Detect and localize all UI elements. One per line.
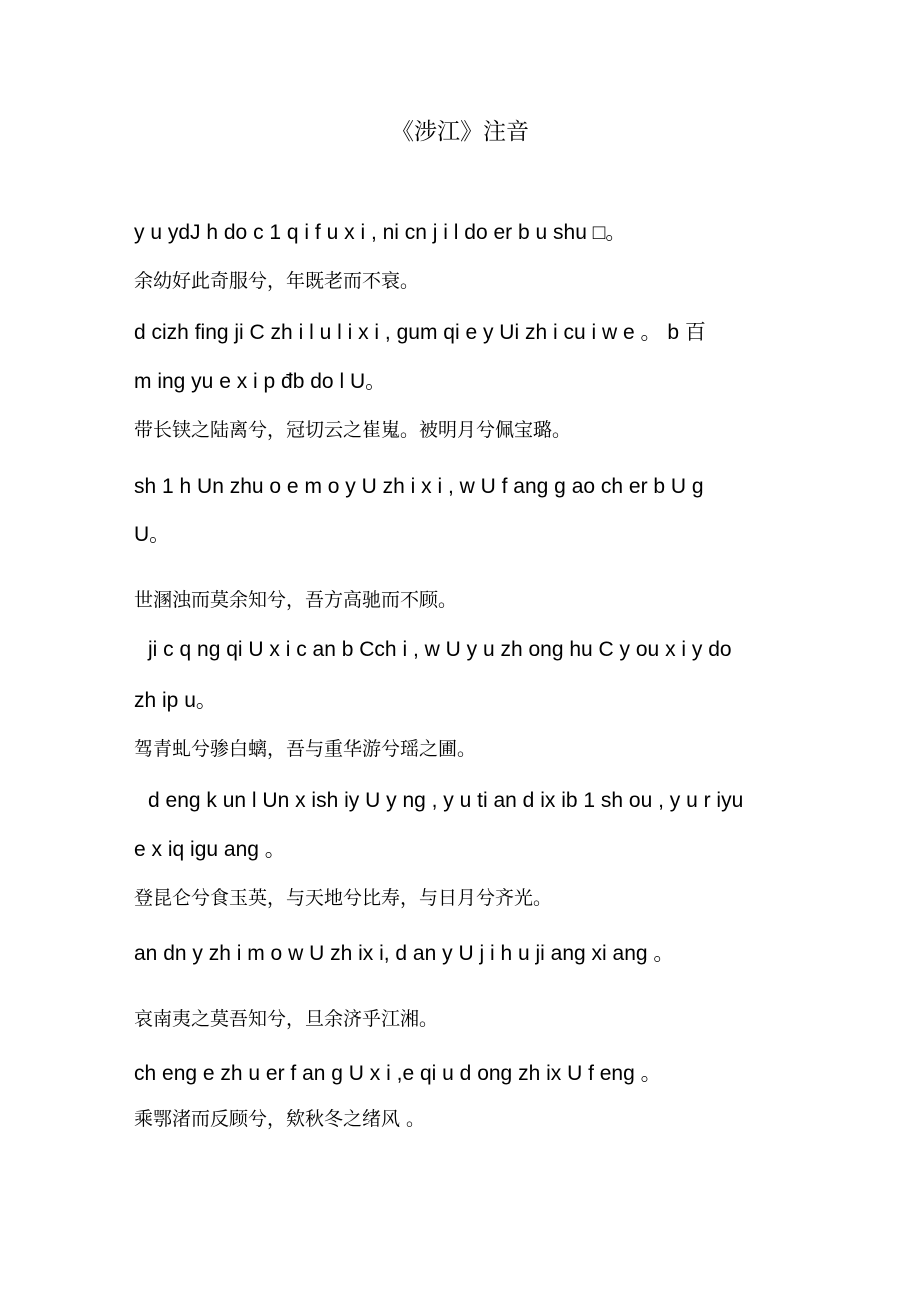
- hanzi-line-6: 哀南夷之莫吾知兮，旦余济乎江湘。: [134, 1008, 439, 1030]
- pinyin-line-7: zh ip u。: [134, 689, 217, 712]
- pinyin-line-2: d cizh fing ji C zh i l u l i x i , gum qi e y Ui zh i cu i w e 。 b 百: [134, 321, 706, 344]
- pinyin-line-9: e x iq igu ang 。: [134, 838, 286, 861]
- pinyin-line-8: d eng k un l Un x ish iy U y ng , y u ti an d ix ib 1 sh ou , y u r iyu: [148, 789, 744, 812]
- hanzi-line-2: 带长铗之陆离兮，冠切云之崔嵬。被明月兮佩宝璐。: [134, 419, 572, 441]
- pinyin-line-3: m ing yu e x i p đb do l U。: [134, 370, 387, 393]
- hanzi-line-7: 乘鄂渚而反顾兮，欸秋冬之绪风 。: [134, 1108, 426, 1130]
- pinyin-line-6: ji c q ng qi U x i c an b Cch i , w U y u zh ong hu C y ou x i y do: [148, 638, 732, 661]
- hanzi-line-5: 登昆仑兮食玉英，与天地兮比寿，与日月兮齐光。: [134, 887, 553, 909]
- hanzi-line-4: 驾青虬兮骖白螭，吾与重华游兮瑶之圃。: [134, 738, 477, 760]
- hanzi-line-3: 世溷浊而莫余知兮，吾方高驰而不顾。: [134, 589, 458, 611]
- pinyin-line-4: sh 1 h Un zhu o e m o y U zh i x i , w U f ang g ao ch er b U g: [134, 475, 704, 498]
- pinyin-line-11: ch eng e zh u er f an g U x i ,e qi u d ong zh ix U f eng 。: [134, 1062, 662, 1085]
- pinyin-line-5: U。: [134, 523, 171, 546]
- hanzi-line-1: 余幼好此奇服兮，年既老而不衰。: [134, 270, 420, 292]
- pinyin-line-10: an dn y zh i m o w U zh ix i, d an y U j i h u ji ang xi ang 。: [134, 942, 675, 965]
- pinyin-line-1: y u ydJ h do c 1 q i f u x i , ni cn j i l do er b u shu □。: [134, 221, 627, 244]
- document-title: 《涉江》注音: [391, 119, 529, 145]
